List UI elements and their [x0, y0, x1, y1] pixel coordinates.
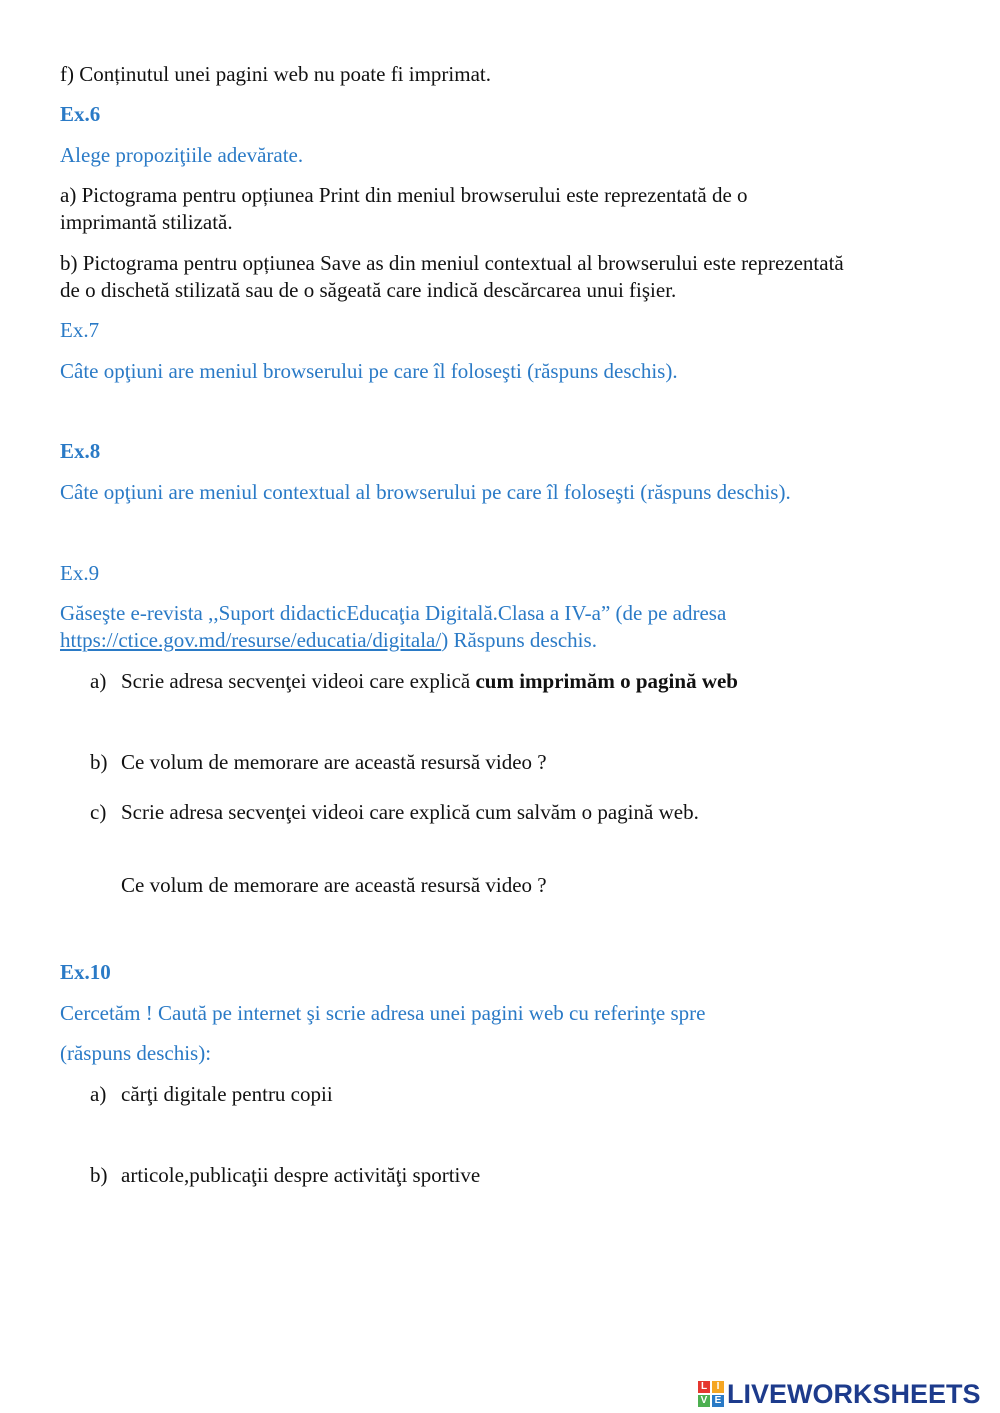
item-text: cărţi digitale pentru copii	[121, 1082, 333, 1106]
exercise-6-statement-a-line2: imprimantă stilizată.	[60, 210, 233, 234]
exercise-9-heading: Ex.9	[60, 561, 100, 585]
exercise-9-question-tail: ) Răspuns deschis.	[441, 628, 597, 652]
exercise-10-item-a	[90, 1081, 333, 1108]
item-marker: a)	[90, 669, 107, 693]
exercise-9-question-line2	[60, 627, 597, 654]
exercise-10-question-line1: Cercetăm ! Caută pe internet şi scrie adresa unei pagini web cu referinţe spre	[60, 1001, 706, 1025]
item-marker: a)	[90, 1082, 107, 1106]
item-text: articole,publicaţii despre activităţi sportive	[121, 1163, 481, 1187]
exercise-10-question-line2: (răspuns deschis):	[60, 1041, 212, 1065]
exercise-6-heading: Ex.6	[60, 102, 101, 126]
logo-mark-letter: E	[712, 1395, 724, 1407]
item-text: Scrie adresa secvenţei videoi care explică	[121, 669, 476, 693]
exercise-9-item-b	[90, 749, 547, 776]
item-text: Scrie adresa secvenţei videoi care explică cum salvăm o pagină web.	[121, 800, 699, 824]
statement-f: f) Conținutul unei pagini web nu poate fi imprimat.	[60, 62, 492, 86]
logo-mark-letter: I	[712, 1381, 724, 1393]
exercise-10-item-b	[90, 1162, 480, 1189]
exercise-6-statement-b-line1: b) Pictograma pentru opțiunea Save as din meniul contextual al browserului este reprezentată	[60, 251, 844, 275]
exercise-9-question-line1: Găseşte e-revista ,,Suport didacticEducaţia Digitală.Clasa a IV-a” (de pe adresa	[60, 601, 727, 625]
item-text-bold: cum imprimăm o pagină web	[475, 669, 738, 693]
exercise-8-question: Câte opţiuni are meniul contextual al browserului pe care îl foloseşti (răspuns deschis).	[60, 480, 791, 504]
logo-mark-letter: V	[698, 1395, 710, 1407]
liveworksheets-logo-icon	[698, 1381, 724, 1407]
exercise-9-item-a	[90, 668, 738, 695]
exercise-6-statement-b-line2: de o dischetă stilizată sau de o săgeată care indică descărcarea unui fişier.	[60, 278, 677, 302]
exercise-10-heading: Ex.10	[60, 960, 111, 984]
exercise-6-statement-a-line1: a) Pictograma pentru opțiunea Print din meniul browserului este reprezentată de o	[60, 183, 748, 207]
item-marker: c)	[90, 800, 107, 824]
ctice-link[interactable]: https://ctice.gov.md/resurse/educatia/digitala/	[60, 628, 442, 652]
exercise-7-question: Câte opţiuni are meniul browserului pe care îl foloseşti (răspuns deschis).	[60, 359, 678, 383]
item-marker: b)	[90, 750, 108, 774]
exercise-8-heading: Ex.8	[60, 439, 101, 463]
item-text: Ce volum de memorare are această resursă video ?	[121, 750, 547, 774]
liveworksheets-logo	[698, 1378, 981, 1410]
exercise-9-item-c	[90, 799, 699, 826]
exercise-9-item-c-subquestion: Ce volum de memorare are această resursă video ?	[121, 873, 547, 897]
exercise-7-heading: Ex.7	[60, 318, 100, 342]
logo-mark-letter: L	[698, 1381, 710, 1393]
exercise-6-instruction: Alege propoziţiile adevărate.	[60, 143, 304, 167]
item-marker: b)	[90, 1163, 108, 1187]
liveworksheets-logo-text: LIVEWORKSHEETS	[727, 1378, 981, 1409]
